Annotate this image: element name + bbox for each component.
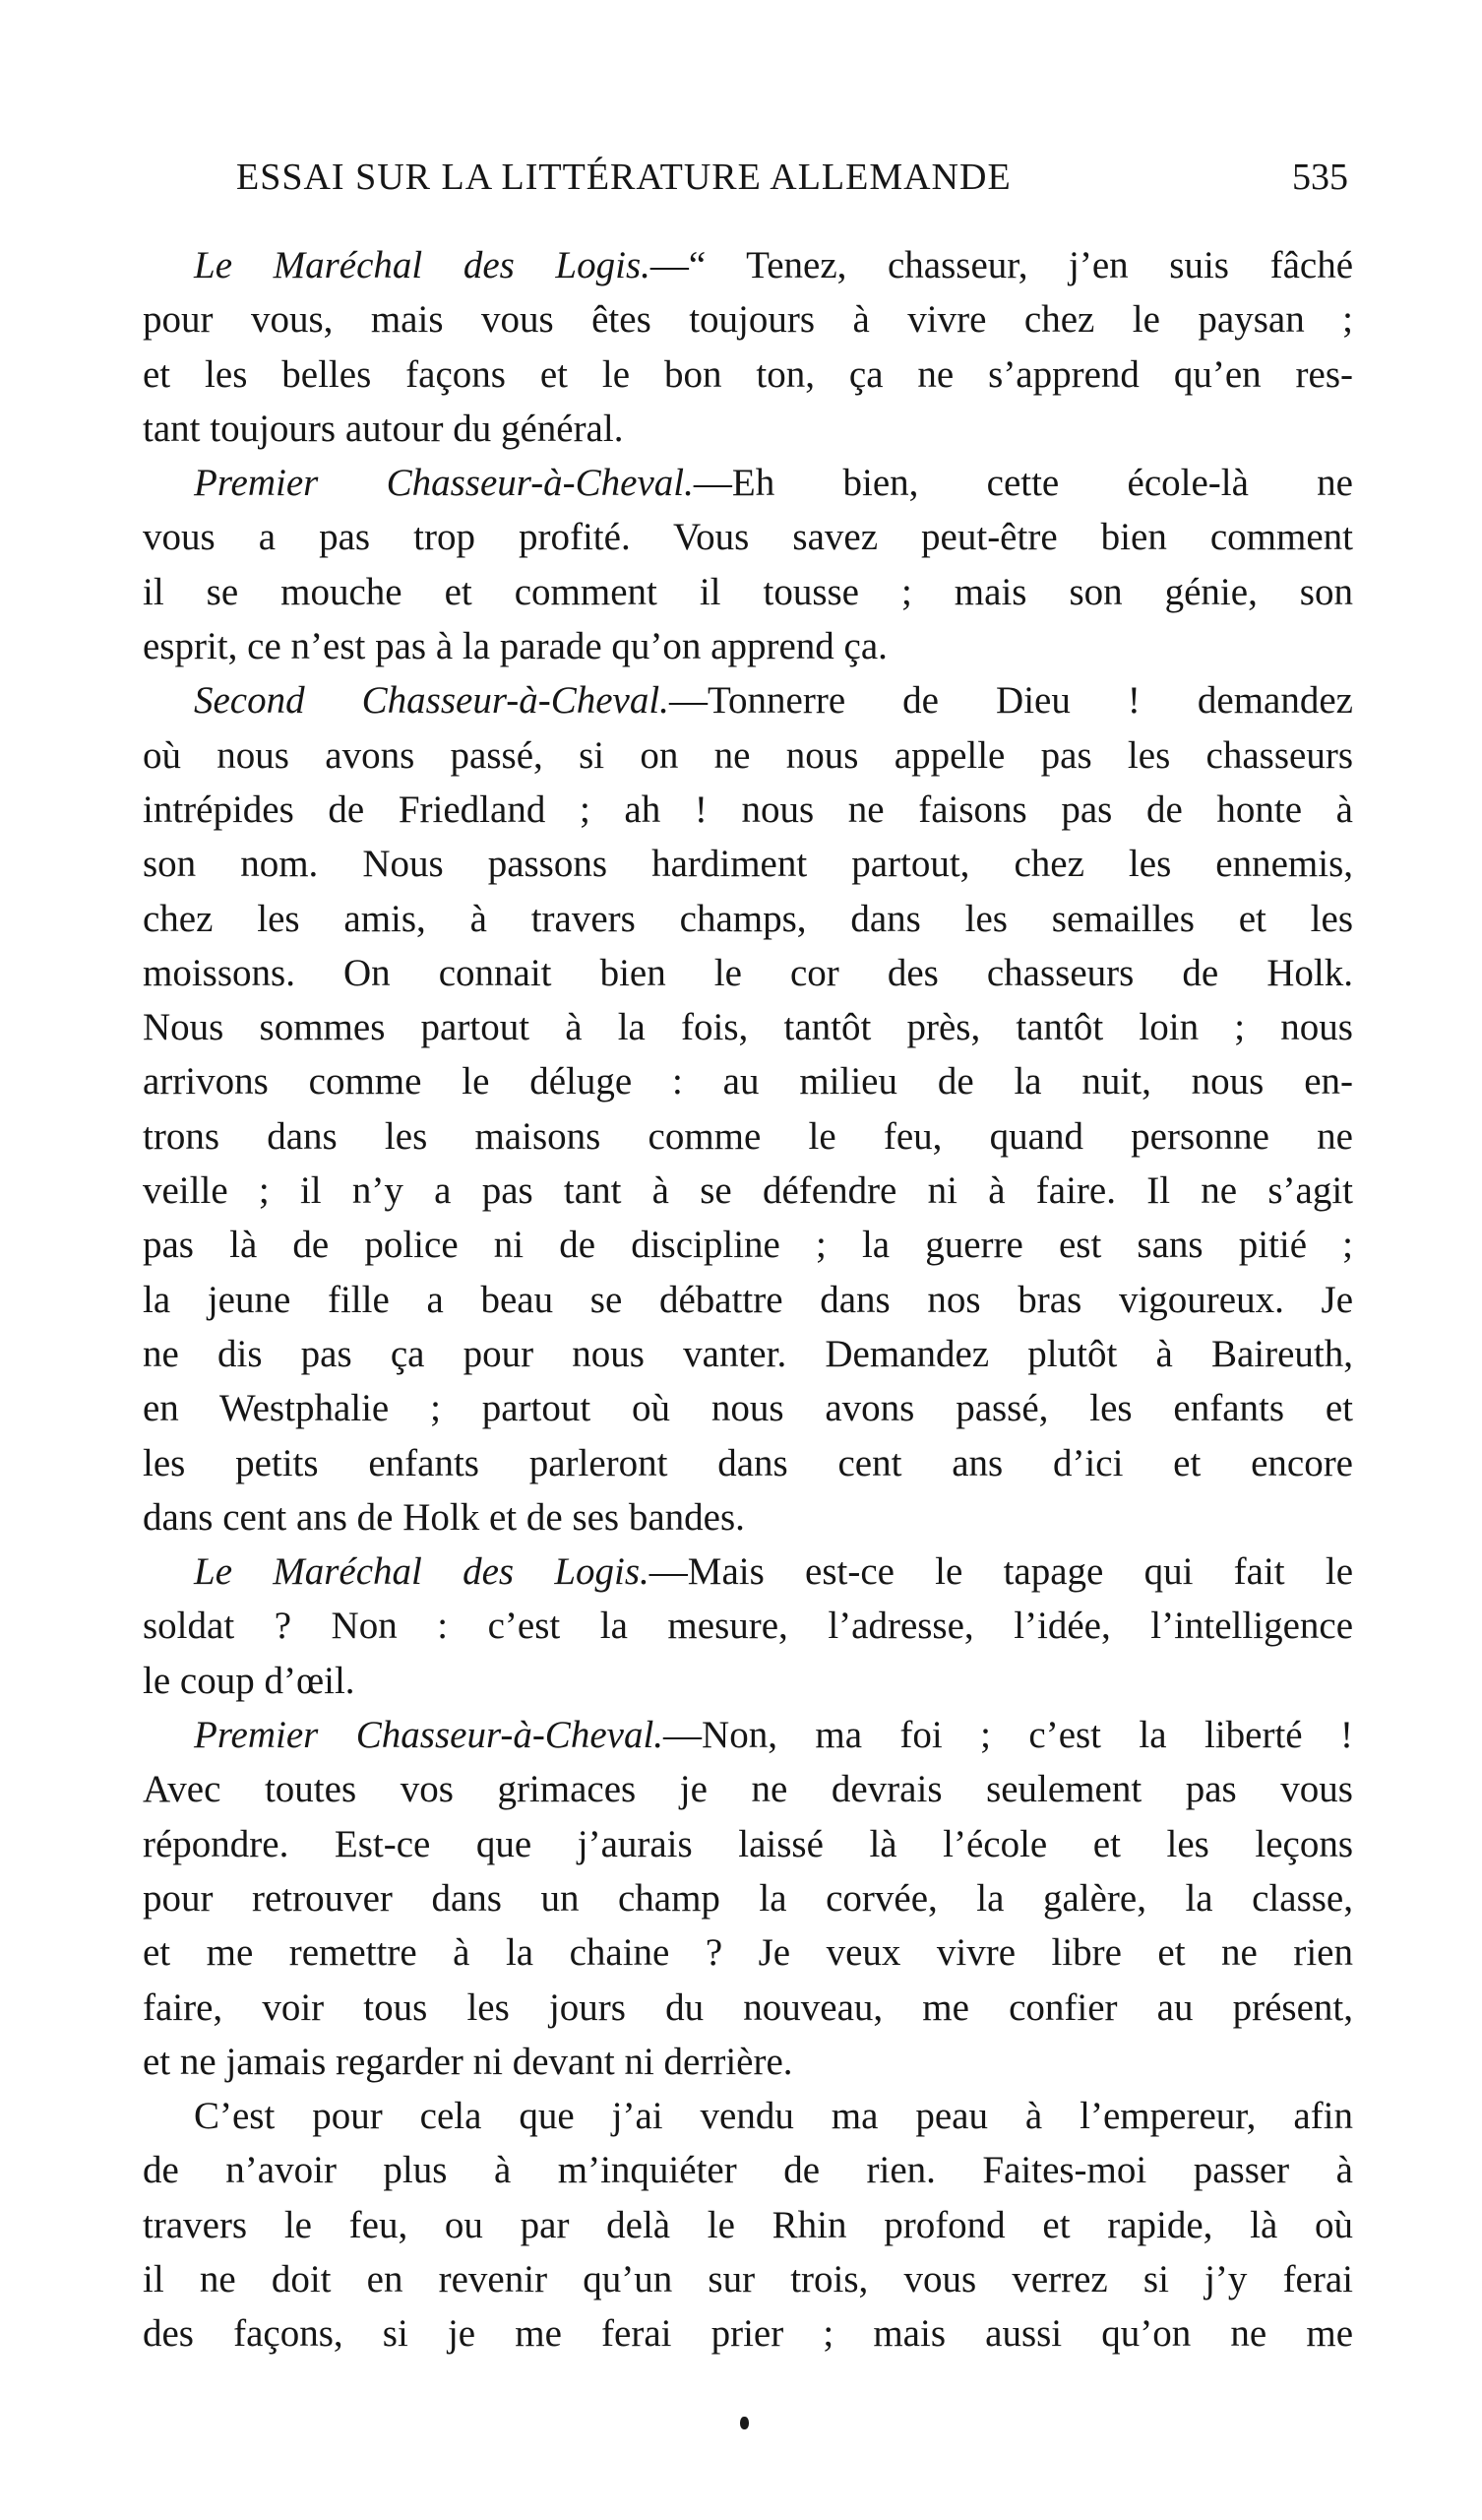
text-line (143, 1871, 1353, 1925)
text-line (143, 2198, 1353, 2252)
line-text: tant toujours autour du général. (143, 407, 624, 450)
line-text: la jeune fille a beau se débattre dans nos bras vigoureux. Je (143, 1278, 1353, 1321)
text-line (143, 2035, 1353, 2089)
line-text: et les belles façons et le bon ton, ça ne s’apprend qu’en res- (143, 352, 1353, 396)
line-text: trons dans les maisons comme le feu, quand personne ne (143, 1114, 1353, 1158)
line-text: où nous avons passé, si on ne nous appelle pas les chasseurs (143, 733, 1353, 777)
line-text: intrépides de Friedland ; ah ! nous ne faisons pas de honte à (143, 788, 1353, 831)
text-line (143, 238, 1353, 292)
line-text: pour retrouver dans un champ la corvée, la galère, la classe, (143, 1876, 1353, 1920)
line-text: Avec toutes vos grimaces je ne devrais seulement pas vous (143, 1768, 1353, 1811)
text-line (143, 1654, 1353, 1708)
text-line (143, 510, 1353, 564)
text-line (143, 837, 1353, 891)
text-line (143, 1762, 1353, 1816)
line-text: moissons. On connait bien le cor des chasseurs de Holk. (143, 951, 1353, 994)
text-line (143, 2306, 1353, 2361)
running-title: ESSAI SUR LA LITTÉRATURE ALLEMANDE (236, 157, 1012, 198)
text-line (143, 783, 1353, 837)
line-text: faire, voir tous les jours du nouveau, me confier au présent, (143, 1985, 1353, 2029)
text-line (143, 946, 1353, 1000)
speaker-name: Premier Chasseur-à-Cheval. (194, 462, 694, 505)
line-text: chez les amis, à travers champs, dans les semailles et les (143, 897, 1353, 940)
text-line (143, 2252, 1353, 2306)
text-line (143, 1544, 1353, 1599)
text-line (143, 728, 1353, 783)
text-line (143, 2089, 1353, 2143)
text-line (143, 456, 1353, 510)
speaker-name: Premier Chasseur-à-Cheval. (194, 1714, 664, 1757)
text-line (143, 2143, 1353, 2197)
line-text: —Eh bien, cette école-là ne (693, 462, 1353, 505)
text-line (143, 565, 1353, 619)
line-text: travers le feu, ou par delà le Rhin profond et rapide, là où (143, 2203, 1353, 2246)
line-text: de n’avoir plus à m’inquiéter de rien. Faites-moi passer à (143, 2149, 1353, 2192)
text-line (143, 619, 1353, 673)
text-line (143, 1381, 1353, 1435)
running-head (236, 156, 1348, 209)
text-line (143, 1925, 1353, 1980)
line-text: soldat ? Non : c’est la mesure, l’adresse, l’idée, l’intelligence (143, 1605, 1353, 1648)
text-line (143, 292, 1353, 346)
text-line (143, 1981, 1353, 2035)
text-line (143, 1273, 1353, 1327)
text-line (143, 673, 1353, 727)
line-text: —Mais est-ce le tapage qui fait le (648, 1550, 1353, 1594)
speaker-name: Le Maréchal des Logis. (194, 1550, 649, 1594)
text-line (143, 1164, 1353, 1218)
speaker-name: Le Maréchal des Logis. (194, 244, 650, 286)
text-line (143, 1817, 1353, 1871)
text-line (143, 1327, 1353, 1381)
line-text: pas là de police ni de discipline ; la guerre est sans pitié ; (143, 1224, 1353, 1267)
text-line (143, 1490, 1353, 1544)
text-line (143, 1000, 1353, 1054)
line-text: arrivons comme le déluge : au milieu de la nuit, nous en- (143, 1060, 1353, 1103)
line-text: répondre. Est-ce que j’aurais laissé là l’école et les leçons (143, 1822, 1353, 1865)
line-text: dans cent ans de Holk et de ses bandes. (143, 1495, 745, 1539)
page-number: 535 (1292, 157, 1348, 198)
line-text: et me remettre à la chaine ? Je veux vivre libre et ne rien (143, 1931, 1353, 1975)
line-text: et ne jamais regarder ni devant ni derrière. (143, 2040, 793, 2083)
text-line (143, 1599, 1353, 1653)
line-text: —“ Tenez, chasseur, j’en suis fâché (649, 244, 1353, 286)
line-text: en Westphalie ; partout où nous avons passé, les enfants et (143, 1387, 1353, 1430)
text-line (143, 1054, 1353, 1108)
line-text: le coup d’œil. (143, 1659, 355, 1702)
text-line (143, 1218, 1353, 1272)
line-text: vous a pas trop profité. Vous savez peut-être bien comment (143, 516, 1353, 559)
line-text: —Tonnerre de Dieu ! demandez (668, 679, 1353, 723)
text-line (143, 892, 1353, 946)
line-text: il ne doit en revenir qu’un sur trois, vous verrez si j’y ferai (143, 2257, 1353, 2300)
text-line (143, 347, 1353, 402)
line-text: veille ; il n’y a pas tant à se défendre ni à faire. Il ne s’agit (143, 1169, 1353, 1213)
text-line (143, 402, 1353, 456)
text-line (143, 1436, 1353, 1490)
line-text: —Non, ma foi ; c’est la liberté ! (663, 1714, 1353, 1757)
line-text: Nous sommes partout à la fois, tantôt près, tantôt loin ; nous (143, 1006, 1353, 1049)
line-text: C’est pour cela que j’ai vendu ma peau à l’empereur, afin (194, 2095, 1353, 2138)
body-text (143, 238, 1353, 2362)
line-text: esprit, ce n’est pas à la parade qu’on apprend ça. (143, 625, 888, 668)
line-text: des façons, si je me ferai prier ; mais aussi qu’on ne me (143, 2312, 1353, 2356)
line-text: ne dis pas ça pour nous vanter. Demandez plutôt à Baireuth, (143, 1332, 1353, 1375)
line-text: les petits enfants parleront dans cent ans d’ici et encore (143, 1441, 1353, 1484)
line-text: son nom. Nous passons hardiment partout, chez les ennemis, (143, 843, 1353, 886)
line-text: il se mouche et comment il tousse ; mais son génie, son (143, 570, 1353, 613)
line-text: pour vous, mais vous êtes toujours à vivre chez le paysan ; (143, 298, 1353, 342)
speaker-name: Second Chasseur-à-Cheval. (194, 679, 669, 723)
text-line (143, 1109, 1353, 1164)
text-line (143, 1708, 1353, 1762)
footer-ink-dot (740, 2417, 749, 2429)
